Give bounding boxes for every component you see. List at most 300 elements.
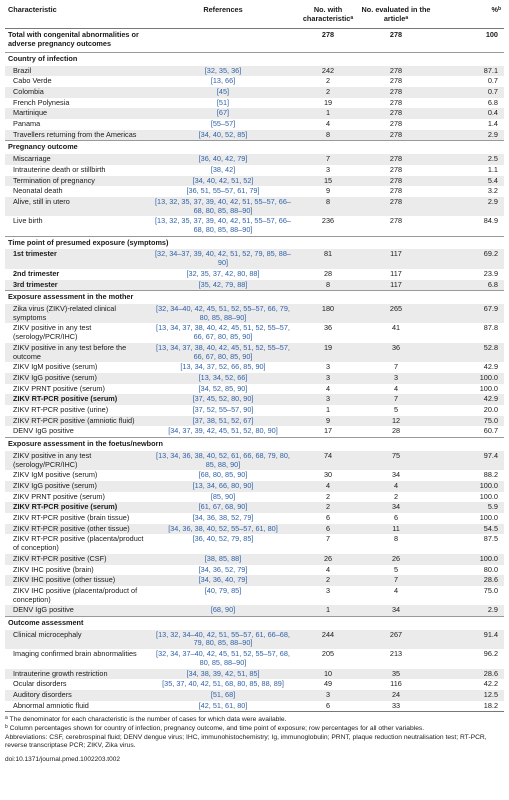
row-percent: 42.9 [483, 362, 498, 372]
row-percent: 2.5 [434, 154, 504, 165]
table-row [5, 186, 504, 197]
row-evaluated: 8 [393, 534, 399, 544]
row-label: Neonatal death [13, 186, 63, 196]
row-label: Cabo Verde [13, 76, 52, 86]
table-row [5, 575, 504, 586]
row-count: 7 [325, 534, 331, 544]
row-references[interactable]: [13, 34, 52, 66] [148, 373, 298, 384]
row-count: 6 [298, 524, 358, 535]
row-count: 1 [325, 405, 331, 415]
row-percent: 96.2 [483, 649, 498, 659]
row-label: Martinique [5, 108, 148, 119]
row-references[interactable]: [32, 34–40, 42, 45, 51, 52, 55–57, 66, 79, 80, 85, 88–90] [148, 304, 298, 323]
row-label: Termination of pregnancy [5, 176, 148, 187]
row-evaluated: 34 [358, 502, 434, 513]
row-percent: 84.9 [483, 216, 498, 226]
row-percent: 20.0 [483, 405, 498, 415]
table-row [5, 66, 504, 77]
row-percent: 2.9 [434, 605, 504, 616]
row-evaluated: 7 [358, 575, 434, 586]
table-row [5, 554, 504, 565]
row-evaluated: 116 [390, 679, 402, 689]
row-count: 7 [298, 154, 358, 165]
table-row [5, 394, 504, 405]
row-references[interactable]: [13, 34, 37, 38, 40, 42, 45, 51, 52, 55–57, 66, 67, 80, 85, 90] [148, 343, 298, 362]
row-evaluated: 2 [393, 491, 399, 501]
table-row [5, 249, 504, 268]
row-label: ZIKV positive in any test before the outcome [5, 343, 148, 362]
row-references[interactable]: [68, 90] [148, 605, 298, 616]
table-body [5, 29, 504, 712]
row-references[interactable]: [13, 32, 34–40, 42, 51, 55–57, 61, 66–68, 79, 80, 85, 88–90] [148, 630, 298, 649]
row-references[interactable]: [13, 34, 66, 80, 90] [148, 481, 298, 492]
table-row [5, 586, 504, 605]
row-evaluated: 278 [358, 87, 434, 98]
row-evaluated: 265 [358, 304, 434, 323]
row-count: 17 [323, 426, 333, 436]
row-references[interactable]: [34, 36, 38, 40, 52, 55–57, 61, 80] [148, 524, 298, 535]
row-evaluated: 11 [358, 524, 434, 535]
row-references[interactable]: [13, 66] [210, 76, 236, 86]
table-row [5, 384, 504, 395]
row-evaluated: 4 [393, 585, 399, 595]
row-evaluated: 117 [390, 268, 402, 278]
row-label: Intrauterine growth restriction [5, 669, 148, 680]
table-row [5, 119, 504, 130]
table-row [5, 513, 504, 524]
row-references[interactable]: [85, 90] [210, 491, 236, 501]
row-percent: 5.9 [434, 502, 504, 513]
row-percent: 87.8 [483, 323, 498, 333]
header-percent: %$^b$ [434, 2, 504, 29]
row-percent: 23.9 [483, 268, 498, 278]
section-title: Outcome assessment [5, 617, 504, 630]
row-count: 244 [298, 630, 358, 649]
section-title: Time point of presumed exposure (symptoms) [5, 236, 504, 249]
table-row [5, 649, 504, 668]
row-count: 3 [298, 394, 358, 405]
section-header [5, 291, 504, 304]
row-count: 4 [325, 119, 331, 129]
row-evaluated: 213 [389, 649, 403, 659]
row-percent: 75.0 [483, 585, 498, 595]
row-references[interactable]: [37, 45, 52, 80, 90] [148, 394, 298, 405]
row-percent: 87.5 [483, 534, 498, 544]
row-evaluated: 41 [391, 323, 401, 333]
row-label: Ocular disorders [13, 679, 67, 689]
row-references[interactable]: [40, 79, 85] [204, 585, 242, 595]
row-percent: 42.2 [483, 679, 498, 689]
row-count: 6 [298, 701, 358, 712]
row-count: 2 [298, 87, 358, 98]
row-percent: 28.6 [434, 669, 504, 680]
row-references[interactable]: [32, 35, 37, 42, 80, 88] [186, 268, 260, 278]
table-row [5, 416, 504, 427]
row-references[interactable]: [34, 37, 39, 42, 45, 51, 52, 80, 90] [168, 426, 278, 436]
row-references[interactable]: [13, 34, 36, 38, 40, 52, 61, 66, 68, 79, 80, 85, 88, 90] [148, 451, 298, 470]
table-row [5, 362, 504, 373]
table-row [5, 524, 504, 535]
row-label: ZIKV PRNT positive (serum) [13, 383, 105, 393]
row-references[interactable]: [34, 40, 52, 85] [148, 130, 298, 141]
table-row [5, 492, 504, 503]
row-count: 1 [298, 108, 358, 119]
row-count: 9 [298, 416, 358, 427]
row-label: ZIKV IHC positive (placenta/product of conception) [13, 585, 138, 604]
total-row [5, 29, 504, 52]
row-count: 205 [321, 649, 335, 659]
row-count: 81 [298, 249, 358, 268]
section-header [5, 438, 504, 451]
table-row [5, 690, 504, 701]
row-count: 242 [298, 66, 358, 77]
row-references[interactable]: [51] [216, 97, 230, 107]
row-count: 2 [325, 76, 331, 86]
row-percent: 97.4 [434, 451, 504, 470]
row-percent: 5.4 [434, 176, 504, 187]
row-count: 4 [325, 564, 331, 574]
row-references[interactable]: [34, 40, 42, 51, 52] [148, 176, 298, 187]
row-evaluated: 36 [358, 343, 434, 362]
row-count: 36 [323, 323, 333, 333]
row-label: ZIKV RT-PCR positive (serum) [5, 502, 148, 513]
row-evaluated: 5 [393, 564, 399, 574]
row-references[interactable]: [13, 34, 37, 52, 66, 85, 90] [180, 362, 266, 372]
row-label: ZIKV IgG positive (serum) [5, 481, 148, 492]
row-references[interactable]: [35, 42, 79, 88] [148, 280, 298, 291]
row-label: 2nd trimester [13, 268, 60, 278]
row-evaluated: 117 [358, 249, 434, 268]
row-references[interactable]: [51, 68] [148, 690, 298, 701]
row-percent: 18.2 [434, 701, 504, 712]
row-label: ZIKV RT-PCR positive (urine) [13, 405, 109, 415]
table-row [5, 343, 504, 362]
row-evaluated: 4 [393, 383, 399, 393]
table-row [5, 87, 504, 98]
row-evaluated: 278 [389, 216, 403, 226]
row-evaluated: 6 [393, 513, 399, 523]
row-percent: 60.7 [483, 426, 498, 436]
row-count: 10 [298, 669, 358, 680]
section-title: Exposure assessment in the mother [5, 291, 504, 304]
row-evaluated: 35 [358, 669, 434, 680]
section-header [5, 141, 504, 154]
table-row [5, 679, 504, 690]
row-label: DENV IgG positive [13, 426, 74, 436]
row-count: 49 [323, 679, 333, 689]
row-references[interactable]: [13, 34, 37, 38, 40, 42, 45, 51, 52, 55–57, 66, 67, 80, 85, 90] [156, 323, 290, 342]
header-characteristic: Characteristic [5, 2, 148, 29]
row-label: ZIKV positive in any test (serology/PCR/IHC) [13, 323, 92, 342]
row-label: ZIKV PRNT positive (serum) [13, 491, 105, 501]
row-label: ZIKV RT-PCR positive (serum) [5, 394, 148, 405]
row-count: 4 [298, 481, 358, 492]
table-row [5, 304, 504, 323]
row-label: ZIKV RT-PCR positive (CSF) [5, 554, 148, 565]
row-evaluated: 34 [391, 470, 401, 480]
row-percent: 1.4 [487, 119, 498, 129]
row-label: Miscarriage [5, 154, 148, 165]
row-evaluated: 278 [358, 197, 434, 216]
row-label: Colombia [5, 87, 148, 98]
row-percent: 6.8 [434, 280, 504, 291]
table-row [5, 269, 504, 280]
row-evaluated: 7 [393, 362, 399, 372]
section-header [5, 617, 504, 630]
table-row [5, 426, 504, 437]
row-label: Imaging confirmed brain abnormalities [13, 649, 137, 659]
row-evaluated: 278 [358, 154, 434, 165]
row-count: 2 [298, 502, 358, 513]
row-label: 1st trimester [5, 249, 148, 268]
table-row [5, 565, 504, 576]
table-row [5, 669, 504, 680]
row-label: Intrauterine death or stillbirth [13, 164, 106, 174]
row-references[interactable]: [32, 34, 37–40, 42, 45, 51, 52, 55–57, 68, 80, 85, 88–90] [156, 649, 290, 667]
row-count: 3 [298, 373, 358, 384]
row-percent: 0.4 [434, 108, 504, 119]
row-label: Panama [13, 119, 41, 129]
row-references[interactable]: [32, 35, 36] [148, 66, 298, 77]
table-row [5, 630, 504, 649]
row-evaluated: 33 [358, 701, 434, 712]
row-count: 6 [325, 513, 331, 523]
row-references[interactable]: [61, 67, 68, 90] [148, 502, 298, 513]
row-percent: 12.5 [434, 690, 504, 701]
row-references[interactable]: [36, 40, 42, 79] [148, 154, 298, 165]
row-evaluated: 34 [358, 605, 434, 616]
row-percent: 54.5 [434, 524, 504, 535]
section-header [5, 52, 504, 65]
row-count: 180 [298, 304, 358, 323]
row-label: Travellers returning from the Americas [5, 130, 148, 141]
total-evaluated: 278 [389, 30, 403, 40]
row-label: Live birth [13, 216, 43, 226]
row-label: ZIKV IgM positive (serum) [13, 470, 98, 480]
row-label: ZIKV IHC positive (brain) [13, 564, 94, 574]
row-percent: 3.2 [487, 186, 498, 196]
row-count: 15 [298, 176, 358, 187]
row-references[interactable]: [34, 36, 40, 79] [148, 575, 298, 586]
row-label: ZIKV RT-PCR positive (other tissue) [5, 524, 148, 535]
table-row [5, 165, 504, 176]
row-label: ZIKV IHC positive (other tissue) [5, 575, 148, 586]
row-count: 8 [298, 130, 358, 141]
row-references[interactable]: [34, 36, 38, 52, 79] [192, 513, 254, 523]
row-evaluated: 12 [358, 416, 434, 427]
row-evaluated: 4 [358, 481, 434, 492]
row-percent: 87.1 [434, 66, 504, 77]
row-references[interactable]: [13, 32, 35, 37, 39, 40, 42, 51, 55–57, 66–68, 80, 85, 88–90] [148, 197, 298, 216]
table-row [5, 534, 504, 553]
row-percent: 75.0 [434, 416, 504, 427]
row-references[interactable]: [37, 52, 55–57, 90] [192, 405, 254, 415]
row-references[interactable]: [38, 85, 88] [148, 554, 298, 565]
table-row [5, 323, 504, 342]
row-references[interactable]: [42, 51, 61, 80] [148, 701, 298, 712]
row-label: ZIKV RT-PCR positive (brain tissue) [13, 513, 130, 523]
table-row [5, 605, 504, 616]
table-row [5, 98, 504, 109]
row-references[interactable]: [36, 51, 55–57, 61, 79] [186, 186, 260, 196]
row-references[interactable]: [34, 52, 85, 90] [198, 383, 248, 393]
table-row [5, 470, 504, 481]
row-references[interactable]: [34, 36, 52, 79] [198, 564, 248, 574]
table-row [5, 405, 504, 416]
table-row [5, 176, 504, 187]
footnotes [5, 716, 504, 750]
row-label: French Polynesia [13, 97, 70, 107]
row-evaluated: 278 [389, 186, 403, 196]
row-label: Brazil [5, 66, 148, 77]
row-references[interactable]: [67] [148, 108, 298, 119]
row-evaluated: 278 [389, 97, 403, 107]
row-references[interactable]: [37, 38, 51, 52, 67] [148, 416, 298, 427]
row-references[interactable]: [38, 42] [210, 164, 236, 174]
row-percent: 67.9 [434, 304, 504, 323]
row-evaluated: 278 [358, 176, 434, 187]
row-evaluated: 278 [358, 130, 434, 141]
table-row [5, 154, 504, 165]
row-percent: 91.4 [434, 630, 504, 649]
table-row [5, 216, 504, 236]
data-table [5, 2, 504, 712]
row-evaluated: 278 [389, 164, 403, 174]
row-percent: 100.0 [479, 513, 498, 523]
row-evaluated: 3 [358, 373, 434, 384]
row-count: 9 [325, 186, 331, 196]
row-label: ZIKV IgG positive (serum) [5, 373, 148, 384]
row-evaluated: 24 [358, 690, 434, 701]
footnote-b: $^b$ Column percentages shown for country of infection, pregnancy outcome, and time point of exposure; row percentages for all other variables. [5, 724, 425, 732]
row-count: 4 [325, 383, 331, 393]
row-evaluated: 267 [358, 630, 434, 649]
row-evaluated: 278 [389, 119, 403, 129]
section-header [5, 236, 504, 249]
row-count: 74 [298, 451, 358, 470]
row-count: 26 [298, 554, 358, 565]
header-no-evaluated: No. evaluated in the article$^a$ [358, 2, 434, 29]
table-row [5, 481, 504, 492]
row-evaluated: 278 [358, 108, 434, 119]
row-percent: 0.7 [434, 87, 504, 98]
row-percent: 100.0 [434, 481, 504, 492]
row-evaluated: 5 [393, 405, 399, 415]
row-count: 8 [298, 280, 358, 291]
row-count: 1 [298, 605, 358, 616]
row-references[interactable]: [32, 34–37, 39, 40, 42, 51, 52, 79, 85, 88–90] [148, 249, 298, 268]
row-count: 3 [325, 362, 331, 372]
table-row [5, 451, 504, 470]
row-percent: 88.2 [483, 470, 498, 480]
row-count: 2 [298, 575, 358, 586]
row-label: DENV IgG positive [5, 605, 148, 616]
row-label: Clinical microcephaly [5, 630, 148, 649]
row-evaluated: 28 [391, 426, 401, 436]
table-row [5, 280, 504, 291]
row-label: Zika virus (ZIKV)-related clinical symptoms [5, 304, 148, 323]
row-references[interactable]: [55–57] [210, 119, 236, 129]
row-label: ZIKV RT-PCR positive (amniotic fluid) [5, 416, 148, 427]
row-percent: 2.9 [434, 197, 504, 216]
row-references[interactable]: [45] [148, 87, 298, 98]
row-percent: 52.8 [434, 343, 504, 362]
row-percent: 6.8 [487, 97, 498, 107]
row-percent: 100.0 [434, 373, 504, 384]
row-label: Auditory disorders [5, 690, 148, 701]
row-evaluated: 278 [389, 76, 403, 86]
total-refs [148, 29, 298, 52]
row-count: 3 [298, 690, 358, 701]
row-references[interactable]: [36, 40, 52, 79, 85] [192, 534, 254, 544]
row-evaluated: 7 [358, 394, 434, 405]
doi-link[interactable]: doi:10.1371/journal.pmed.1002203.t002 [5, 755, 120, 763]
row-percent: 100.0 [479, 383, 498, 393]
row-evaluated: 117 [358, 280, 434, 291]
row-evaluated: 75 [358, 451, 434, 470]
row-label: ZIKV RT-PCR positive (placenta/product of conception) [13, 534, 144, 553]
row-count: 8 [298, 197, 358, 216]
row-references[interactable]: [34, 38, 39, 42, 51, 85] [148, 669, 298, 680]
row-count: 3 [325, 164, 331, 174]
row-count: 28 [323, 268, 333, 278]
table-row [5, 130, 504, 141]
row-references[interactable]: [13, 32, 35, 37, 39, 40, 42, 51, 55–57, 66–68, 80, 85, 88–90] [155, 216, 291, 235]
row-label: Alive, still in utero [5, 197, 148, 216]
section-title: Pregnancy outcome [5, 141, 504, 154]
row-count: 2 [325, 491, 331, 501]
row-percent: 28.6 [434, 575, 504, 586]
row-references[interactable]: [35, 37, 40, 42, 51, 68, 80, 85, 88, 89] [162, 679, 284, 689]
row-percent: 1.1 [487, 164, 498, 174]
row-evaluated: 278 [358, 66, 434, 77]
section-title: Country of infection [5, 52, 504, 65]
row-percent: 2.9 [434, 130, 504, 141]
table-row [5, 502, 504, 513]
row-label: Abnormal amniotic fluid [5, 701, 148, 712]
row-percent: 69.2 [434, 249, 504, 268]
footnote-a: $^a$ The denominator for each characteristic is the number of cases for which data were available. [5, 715, 287, 724]
table-row [5, 373, 504, 384]
row-label: ZIKV positive in any test (serology/PCR/IHC) [5, 451, 148, 470]
header-no-with: No. with characteristic$^a$ [298, 2, 358, 29]
row-percent: 0.7 [487, 76, 498, 86]
table-row [5, 701, 504, 712]
row-count: 3 [325, 585, 331, 595]
table-row [5, 76, 504, 87]
row-count: 30 [323, 470, 333, 480]
row-count: 19 [298, 343, 358, 362]
table-row [5, 108, 504, 119]
section-title: Exposure assessment in the foetus/newborn [5, 438, 504, 451]
row-percent: 100.0 [479, 491, 498, 501]
row-label: 3rd trimester [5, 280, 148, 291]
header-references: References [148, 2, 298, 29]
footnote-abbreviations: Abbreviations: CSF, cerebrospinal fluid; DENV dengue virus; IHC, immunohistochemistry; Ig, immunoglobulin; PRNT, plaque reduction neutralisation test; RT-PCR, reverse transcriptase PCR; ZIKV, Zika virus. [5, 733, 487, 750]
total-label: Total with congenital abnormalities or adverse pregnancy outcomes [8, 30, 139, 49]
total-n: 278 [321, 30, 335, 40]
row-evaluated: 26 [358, 554, 434, 565]
row-percent: 42.9 [434, 394, 504, 405]
row-percent: 80.0 [483, 564, 498, 574]
row-references[interactable]: [68, 80, 85, 90] [198, 470, 248, 480]
row-percent: 100.0 [434, 554, 504, 565]
row-label: ZIKV IgM positive (serum) [13, 362, 98, 372]
row-count: 236 [321, 216, 335, 226]
table-header [5, 2, 504, 29]
table-row [5, 197, 504, 216]
row-count: 19 [323, 97, 333, 107]
